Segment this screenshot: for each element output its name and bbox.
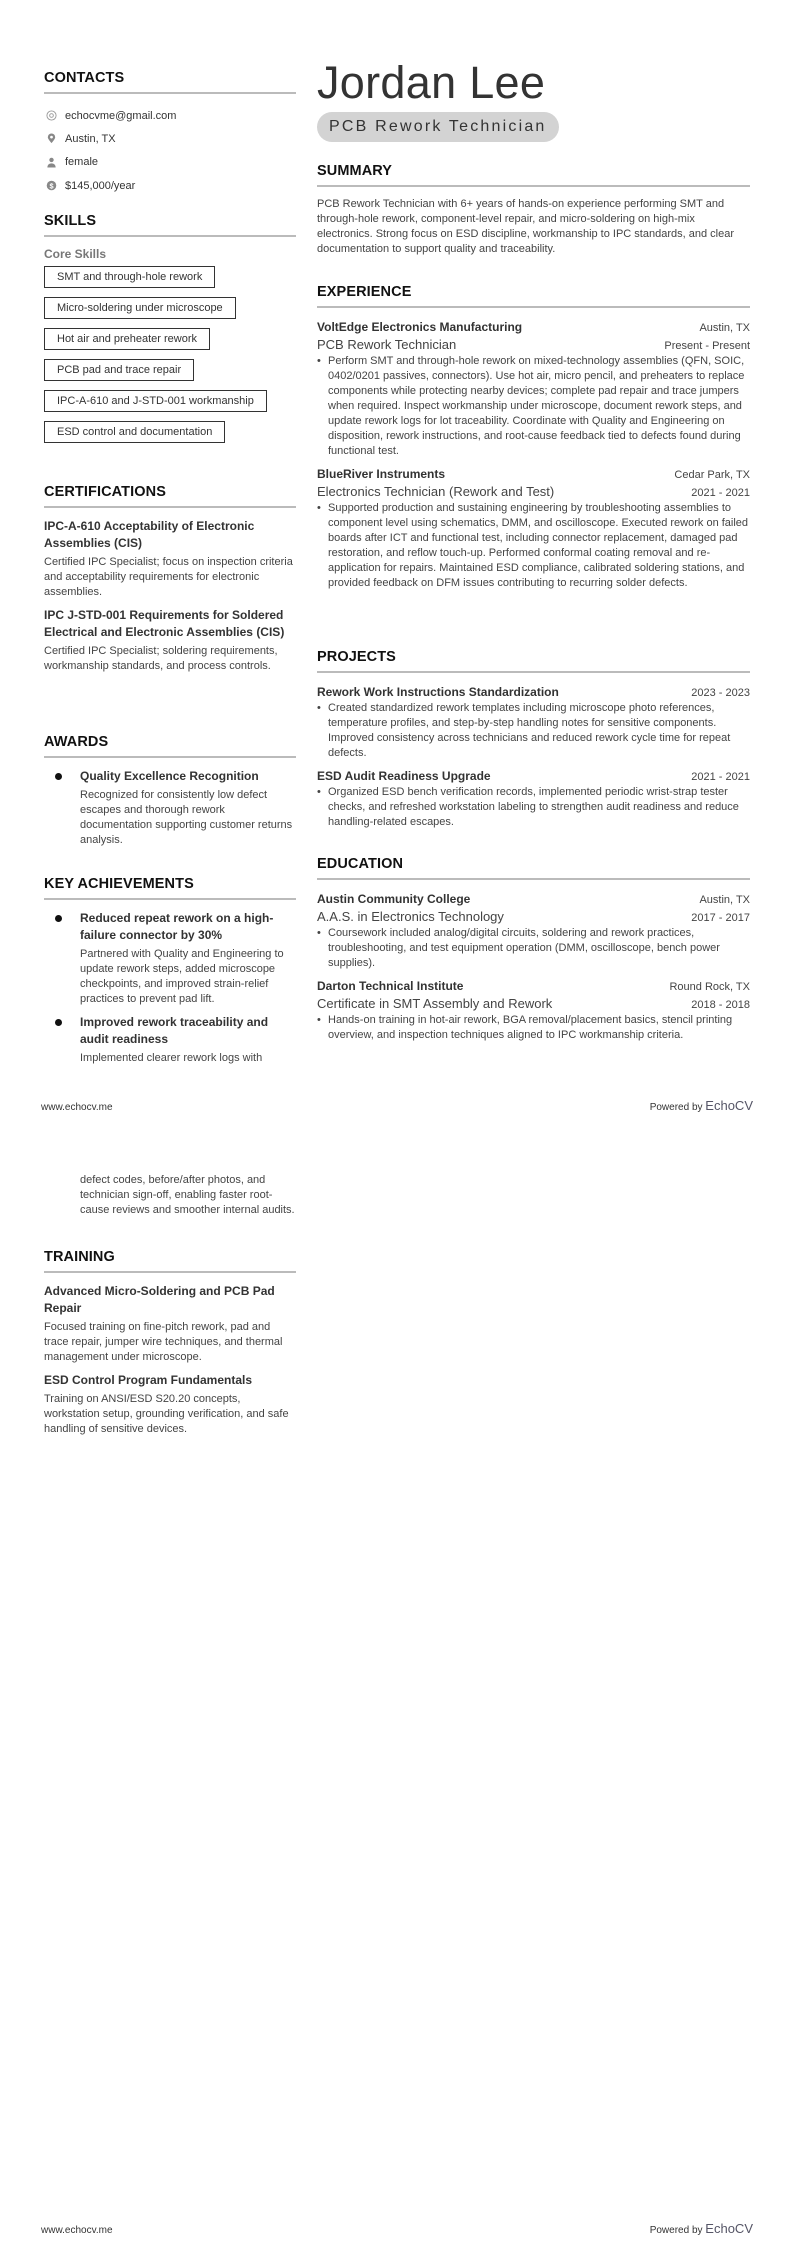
contact-gender: female <box>44 151 296 174</box>
bullet: • Perform SMT and through-hole rework on mixed-technology assemblies (QFN, SOIC, 0402/0201 passives, connectors). Use hot air, micro pencil, and preheaters to replace components while protecting nearby devices; complete pad repair and trace jumpers when required. Inspect workmanship under microscope, document rework steps, and update rework logs for lot traceability. Coordinate with Quality and Engineering on disposition, rework instructions, and root-cause feedback tied to defects found during functional test. <box>317 354 750 459</box>
bullet-icon <box>55 1019 62 1026</box>
contact-salary: $ $145,000/year <box>44 174 296 197</box>
section-heading: PROJECTS <box>317 649 750 673</box>
degree: A.A.S. in Electronics Technology <box>317 909 504 924</box>
achievement-title: Improved rework traceability and audit readiness <box>80 1015 269 1046</box>
certifications-section <box>44 484 296 681</box>
section-heading: SKILLS <box>44 213 296 237</box>
footer-website-link[interactable]: www.echocv.me <box>41 2225 113 2236</box>
location: Round Rock, TX <box>669 981 750 993</box>
project-title: Rework Work Instructions Standardization <box>317 685 559 699</box>
location-pin-icon <box>46 133 57 144</box>
bullet: • Hands-on training in hot-air rework, BGA removal/placement basics, stencil printing overview, and inspection techniques aligned to IPC workmanship criteria. <box>317 1013 750 1043</box>
project-item <box>317 683 750 761</box>
school-name: Darton Technical Institute <box>317 979 464 993</box>
bullet: • Supported production and sustaining engineering by troubleshooting assemblies to component level using schematics, DMM, and oscilloscope. Executed rework on failed boards after ICT and functional test, including connector replacement, damaged pad restoration, and reflow touch-up. Performed conformal coating removal and re-application for repairs. Maintained ESD compliance, calibrated soldering stations, and provided feedback on DFM issues contributing to recurring solder defects. <box>317 501 750 591</box>
section-heading: KEY ACHIEVEMENTS <box>44 876 296 900</box>
degree: Certificate in SMT Assembly and Rework <box>317 996 553 1011</box>
achievement-desc: Partnered with Quality and Engineering to update rework steps, added microscope checkpoints, and improved strain-relief practices to prevent pad lift. <box>80 948 284 1005</box>
summary-section <box>317 163 750 257</box>
summary-text: PCB Rework Technician with 6+ years of hands-on experience performing SMT and through-hole rework, component-level repair, and micro-soldering on high-mix electronics. Strong focus on ESD discipline, workmanship to IPC standards, and clear documentation to support quality and traceability. <box>317 198 734 255</box>
left-column <box>44 1123 296 2223</box>
section-heading: EDUCATION <box>317 856 750 880</box>
education-item <box>317 890 750 971</box>
achievement-item <box>44 910 296 1007</box>
education-section <box>317 856 750 1049</box>
page-2 <box>0 1123 794 2246</box>
person-icon <box>46 157 57 168</box>
dates: 2021 - 2021 <box>691 771 750 783</box>
candidate-name: Jordan Lee <box>317 57 546 108</box>
dates: Present - Present <box>664 340 750 352</box>
dollar-icon <box>46 180 57 191</box>
training-item <box>44 1283 296 1365</box>
school-name: Austin Community College <box>317 892 471 906</box>
section-heading: CONTACTS <box>44 70 296 94</box>
certification-desc: Certified IPC Specialist; soldering requirements, workmanship standards, and process controls. <box>44 645 278 672</box>
training-section <box>44 1249 296 1444</box>
footer-powered-by[interactable]: Powered by EchoCV <box>649 2221 753 2236</box>
bullet-icon <box>55 915 62 922</box>
footer-powered-by[interactable]: Powered by EchoCV <box>649 1098 753 1113</box>
dates: 2017 - 2017 <box>691 912 750 924</box>
left-column <box>44 0 296 1100</box>
achievement-desc-continued: defect codes, before/after photos, and technician sign-off, enabling faster root-cause reviews and smoother internal audits. <box>80 1174 295 1216</box>
job-title-badge: PCB Rework Technician <box>317 112 559 142</box>
header <box>317 58 750 142</box>
section-heading: CERTIFICATIONS <box>44 484 296 508</box>
skill-chip: PCB pad and trace repair <box>44 359 194 381</box>
certification-title: IPC-A-610 Acceptability of Electronic Assemblies (CIS) <box>44 519 255 550</box>
certification-item <box>44 607 296 674</box>
location: Austin, TX <box>699 894 750 906</box>
training-item <box>44 1372 296 1437</box>
dates: 2021 - 2021 <box>691 487 750 499</box>
at-icon <box>46 110 57 121</box>
award-desc: Recognized for consistently low defect escapes and thorough rework documentation supporting customer returns analysis. <box>80 789 293 846</box>
location: Austin, TX <box>699 322 750 334</box>
training-desc: Focused training on fine-pitch rework, pad and trace repair, jumper wire techniques, and thermal management under microscope. <box>44 1321 283 1363</box>
training-title: ESD Control Program Fundamentals <box>44 1373 253 1387</box>
company-name: BlueRiver Instruments <box>317 467 446 481</box>
section-heading: EXPERIENCE <box>317 284 750 308</box>
section-heading: AWARDS <box>44 734 296 758</box>
achievement-item <box>44 1014 296 1066</box>
education-item <box>317 977 750 1043</box>
certification-desc: Certified IPC Specialist; focus on inspection criteria and acceptability requirements for electronic assemblies. <box>44 556 293 598</box>
role: PCB Rework Technician <box>317 337 457 352</box>
skill-chip: IPC-A-610 and J-STD-001 workmanship <box>44 390 267 412</box>
training-title: Advanced Micro-Soldering and PCB Pad Repair <box>44 1284 275 1315</box>
contact-email[interactable]: echocvme@gmail.com <box>44 104 296 127</box>
certification-title: IPC J-STD-001 Requirements for Soldered Electrical and Electronic Assemblies (CIS) <box>44 608 285 639</box>
achievement-title: Reduced repeat rework on a high-failure connector by 30% <box>80 911 274 942</box>
experience-item <box>317 318 750 459</box>
bullet: • Created standardized rework templates including microscope photo references, temperature profiles, and step-by-step handling notes for sensitive components. Improved consistency across technicians and reduced rework cycle time for repeat defects. <box>317 701 750 761</box>
skills-section <box>44 213 296 452</box>
section-heading: TRAINING <box>44 1249 296 1273</box>
dates: 2018 - 2018 <box>691 999 750 1011</box>
achievement-desc: Implemented clearer rework logs with <box>80 1052 263 1064</box>
award-item <box>44 768 296 848</box>
skill-chip: SMT and through-hole rework <box>44 266 215 288</box>
experience-item <box>317 465 750 591</box>
contacts-section <box>44 70 296 197</box>
company-name: VoltEdge Electronics Manufacturing <box>317 320 523 334</box>
svg-text:$: $ <box>49 181 54 191</box>
footer-website-link[interactable]: www.echocv.me <box>41 1102 113 1113</box>
certification-item <box>44 518 296 600</box>
skill-chip: Micro-soldering under microscope <box>44 297 236 319</box>
project-title: ESD Audit Readiness Upgrade <box>317 769 491 783</box>
bullet-icon <box>55 773 62 780</box>
dates: 2023 - 2023 <box>691 687 750 699</box>
award-title: Quality Excellence Recognition <box>80 769 259 783</box>
skill-chip: Hot air and preheater rework <box>44 328 210 350</box>
section-heading: SUMMARY <box>317 163 750 187</box>
role: Electronics Technician (Rework and Test) <box>317 484 555 499</box>
skill-chip: ESD control and documentation <box>44 421 225 443</box>
brand-logo: EchoCV <box>705 2221 753 2236</box>
contact-location: Austin, TX <box>44 127 296 150</box>
skills-subheading: Core Skills <box>44 247 107 261</box>
bullet: • Coursework included analog/digital circuits, soldering and rework practices, troubleshooting, and test equipment operation (DMM, oscilloscope, bench power supplies). <box>317 926 750 971</box>
achievements-section <box>44 876 296 1073</box>
brand-logo: EchoCV <box>705 1098 753 1113</box>
location: Cedar Park, TX <box>674 469 750 481</box>
awards-section <box>44 734 296 855</box>
bullet: • Organized ESD bench verification records, implemented periodic wrist-strap tester checks, and refreshed workstation labeling to strengthen audit readiness and reduce handling-related escapes. <box>317 785 750 830</box>
projects-section <box>317 649 750 836</box>
training-desc: Training on ANSI/ESD S20.20 concepts, workstation setup, grounding verification, and safe handling of sensitive devices. <box>44 1393 289 1435</box>
experience-section <box>317 284 750 597</box>
project-item <box>317 767 750 830</box>
